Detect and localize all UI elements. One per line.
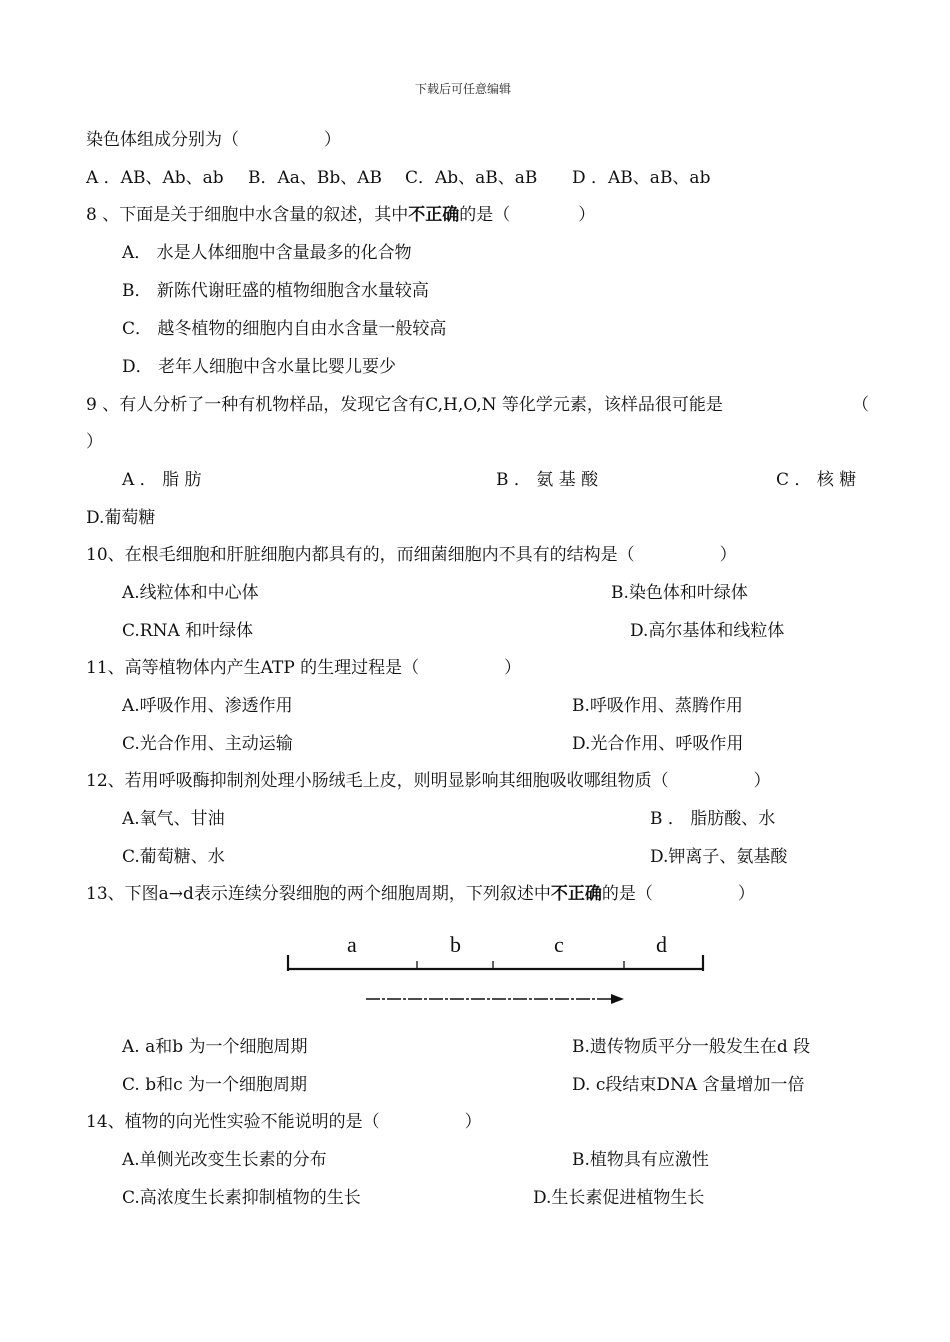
q10-option-a: A.线粒体和中心体 [122,583,259,603]
q14-option-b: B.植物具有应激性 [572,1150,709,1170]
q14-option-d: D.生长素促进植物生长 [533,1188,705,1208]
q8-option-d: D． 老年人细胞中含水量比婴儿要少 [122,357,397,377]
q7-option-d: D ．AB、aB、ab [572,168,711,188]
q10-option-c: C.RNA 和叶绿体 [122,621,254,641]
q14-option-a: A.单侧光改变生长素的分布 [122,1150,327,1170]
q9-option-b: B ． 氨 基 酸 [496,470,599,490]
figure-label-a: a [347,932,357,957]
q7-option-b: B．Aa、Bb、AB [248,168,383,188]
q13-option-c: C. b和c 为一个细胞周期 [122,1075,308,1095]
figure-label-d: d [656,932,667,957]
arrow-head-icon [611,994,624,1004]
q7-stem: 染色体组成分别为（ ） [86,130,341,150]
q14-option-c: C.高浓度生长素抑制植物的生长 [122,1188,361,1208]
q11-option-b: B.呼吸作用、蒸腾作用 [572,696,743,716]
q7-option-c: C．Ab、aB、aB [405,168,538,188]
q8-option-a: A． 水是人体细胞中含量最多的化合物 [122,243,412,263]
q13-stem-post: 的是（ ） [601,884,755,904]
q12-option-b: B ． 脂肪酸、水 [650,809,776,829]
q11-stem: 11、高等植物体内产生ATP 的生理过程是（ ） [86,658,522,678]
q12-option-a: A.氧气、甘油 [122,809,225,829]
q11-option-d: D.光合作用、呼吸作用 [572,734,744,754]
q9-option-a: A ． 脂 肪 [122,470,202,490]
q12-stem: 12、若用呼吸酶抑制剂处理小肠绒毛上皮，则明显影响其细胞吸收哪组物质（ ） [86,771,771,791]
q8-option-c: C． 越冬植物的细胞内自由水含量一般较高 [122,319,447,339]
q8-option-b: B． 新陈代谢旺盛的植物细胞含水量较高 [122,281,429,301]
q9-paren-close: ） [86,432,103,452]
q12-option-d: D.钾离子、氨基酸 [650,847,788,867]
q10-stem: 10、在根毛细胞和肝脏细胞内都具有的，而细菌细胞内不具有的结构是（ ） [86,545,737,565]
q8-stem-post: 的是（ ） [459,205,596,225]
q7-option-a: A ．AB、Ab、ab [86,168,224,188]
q9-option-c: C ． 核 糖 [776,470,857,490]
q10-option-d: D.高尔基体和线粒体 [630,621,785,641]
figure-label-b: b [450,932,461,957]
q10-option-b: B.染色体和叶绿体 [611,583,748,603]
page-header: 下载后可任意编辑 [415,82,512,96]
q13-stem-emphasis: 不正确 [550,884,602,904]
q13-option-a: A. a和b 为一个细胞周期 [122,1037,308,1057]
q9-paren-open: （ [852,395,869,415]
q11-option-c: C.光合作用、主动运输 [122,734,293,754]
q11-option-a: A.呼吸作用、渗透作用 [122,696,293,716]
q13-stem-pre: 13、下图a→d表示连续分裂细胞的两个细胞周期，下列叙述中 [86,884,551,904]
q9-stem: 9 、有人分析了一种有机物样品，发现它含有C,H,O,N 等化学元素，该样品很可能是 [86,395,723,415]
q8-stem-emphasis: 不正确 [408,205,460,225]
q13-option-b: B.遗传物质平分一般发生在d 段 [572,1037,811,1057]
q9-option-d: D.葡萄糖 [86,508,156,528]
q8-stem-pre: 8 、下面是关于细胞中水含量的叙述，其中 [86,205,409,225]
q14-stem: 14、植物的向光性实验不能说明的是（ ） [86,1112,482,1132]
q12-option-c: C.葡萄糖、水 [122,847,225,867]
figure-label-c: c [554,932,564,957]
q13-option-d: D. c段结束DNA 含量增加一倍 [572,1075,805,1095]
